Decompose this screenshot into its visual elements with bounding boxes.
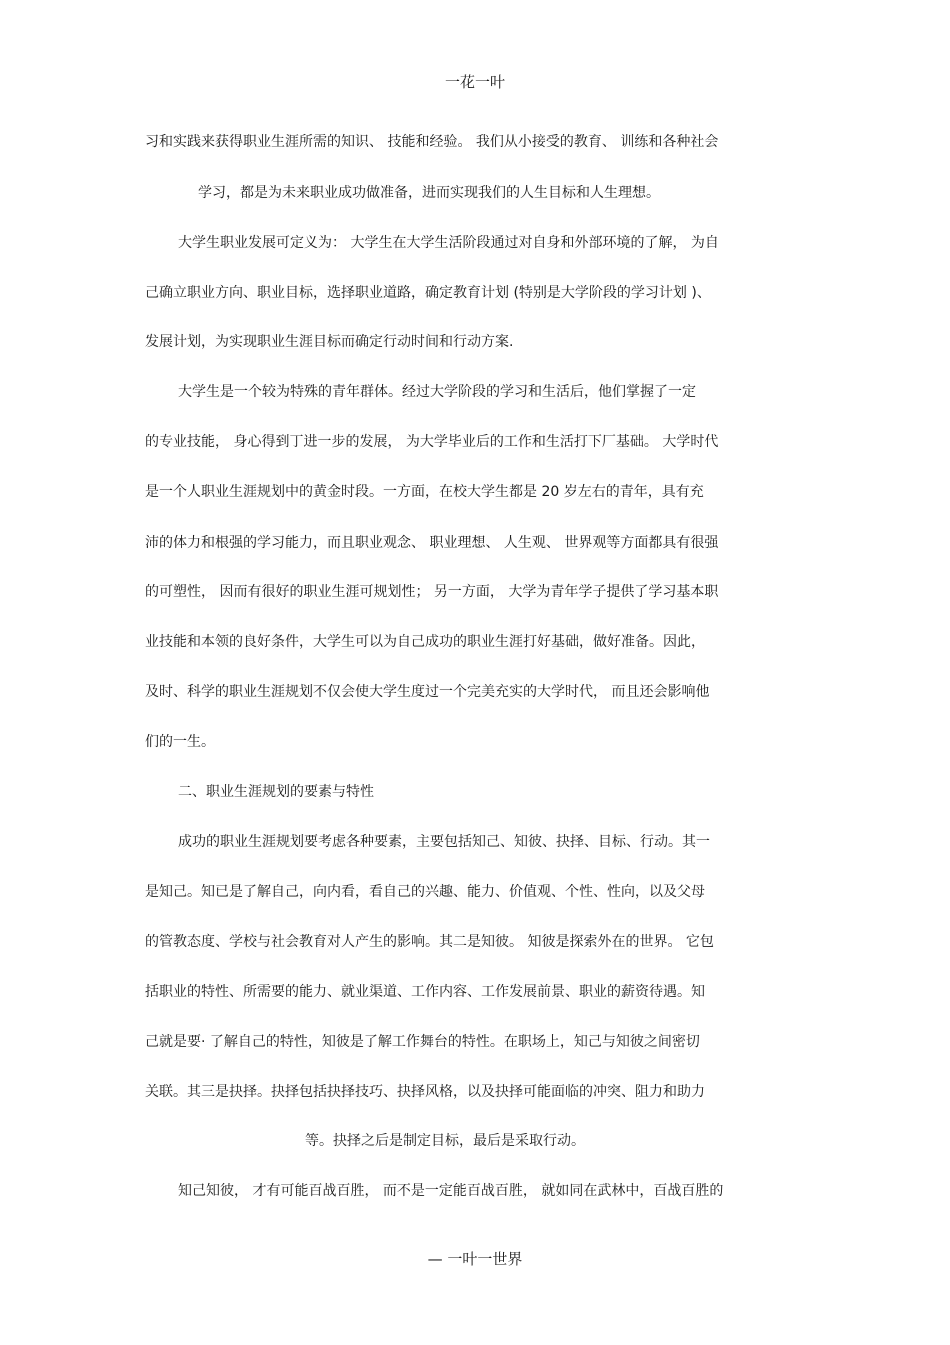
- text-line: 的可塑性， 因而有很好的职业生涯可规划性； 另一方面， 大学为青年学子提供了学习基本职: [145, 584, 719, 600]
- text-line: 己确立职业方向、职业目标，选择职业道路，确定教育计划 (特别是大学阶段的学习计划 )、: [145, 285, 711, 301]
- text-line: 知己知彼， 才有可能百战百胜， 而不是一定能百战百胜， 就如同在武林中，百战百胜的: [178, 1183, 724, 1199]
- text-line: 发展计划，为实现职业生涯目标而确定行动时间和行动方案.: [145, 334, 514, 350]
- section-heading: 二、职业生涯规划的要素与特性: [178, 784, 374, 800]
- text-line: 沛的体力和根强的学习能力，而且职业观念、 职业理想、 人生观、 世界观等方面都具有很强: [145, 535, 719, 551]
- text-line: 学习，都是为未来职业成功做准备，进而实现我们的人生目标和人生理想。: [198, 185, 660, 201]
- text-line: 大学生是一个较为特殊的青年群体。经过大学阶段的学习和生活后，他们掌握了一定: [178, 384, 696, 400]
- text-line: 的管教态度、学校与社会教育对人产生的影响。其二是知彼。 知彼是探索外在的世界。 它包: [145, 934, 714, 950]
- text-line: 习和实践来获得职业生涯所需的知识、 技能和经验。 我们从小接受的教育、 训练和各种社会: [145, 134, 719, 150]
- page-footer: — 一叶一世界: [427, 1250, 523, 1268]
- text-line: 业技能和本领的良好条件，大学生可以为自己成功的职业生涯打好基础，做好准备。因此，: [145, 634, 705, 650]
- text-line: 及时、科学的职业生涯规划不仅会使大学生度过一个完美充实的大学时代， 而且还会影响他: [145, 684, 710, 700]
- text-line: 的专业技能， 身心得到丁进一步的发展， 为大学毕业后的工作和生活打下厂基础。 大学时代: [145, 434, 719, 450]
- text-line: 关联。其三是抉择。抉择包括抉择技巧、抉择风格，以及抉择可能面临的冲突、阻力和助力: [145, 1084, 705, 1100]
- text-line: 等。抉择之后是制定目标，最后是采取行动。: [305, 1133, 585, 1149]
- text-line: 括职业的特性、所需要的能力、就业渠道、工作内容、工作发展前景、职业的薪资待遇。知: [145, 984, 705, 1000]
- text-line: 是知己。知已是了解自己，向内看，看自己的兴趣、能力、价值观、个性、性向，以及父母: [145, 884, 705, 900]
- page-header: 一花一叶: [444, 73, 505, 91]
- text-line: 是一个人职业生涯规划中的黄金时段。一方面，在校大学生都是 20 岁左右的青年，具有充: [145, 484, 704, 500]
- text-line: 成功的职业生涯规划要考虑各种要素，主要包括知己、知彼、抉择、目标、行动。其一: [178, 834, 710, 850]
- text-line: 己就是要· 了解自己的特性，知彼是了解工作舞台的特性。在职场上，知己与知彼之间密切: [145, 1034, 700, 1050]
- text-line: 大学生职业发展可定义为： 大学生在大学生活阶段通过对自身和外部环境的了解， 为自: [178, 235, 719, 251]
- text-line: 们的一生。: [145, 734, 215, 750]
